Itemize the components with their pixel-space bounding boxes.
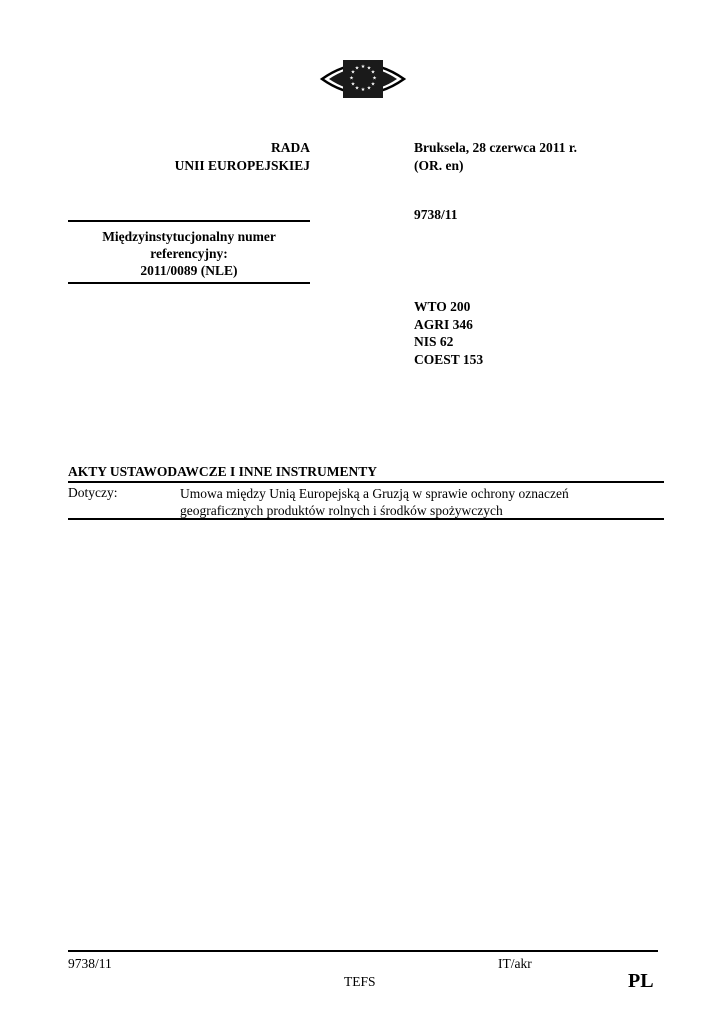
document-date: Bruksela, 28 czerwca 2011 r. bbox=[414, 140, 577, 155]
section-title: AKTY USTAWODAWCZE I INNE INSTRUMENTY bbox=[68, 464, 378, 479]
eu-council-logo bbox=[319, 56, 407, 102]
svg-text:★: ★ bbox=[354, 85, 360, 92]
svg-text:★: ★ bbox=[354, 65, 360, 72]
svg-text:★: ★ bbox=[350, 69, 356, 76]
reference-bottom-rule bbox=[68, 282, 310, 284]
subject-rule bbox=[68, 518, 664, 520]
code-item: COEST 153 bbox=[414, 351, 484, 367]
code-item: NIS 62 bbox=[414, 334, 454, 349]
classification-codes bbox=[414, 298, 483, 368]
original-language: (OR. en) bbox=[414, 158, 464, 173]
subject-text bbox=[180, 485, 650, 519]
svg-text:★: ★ bbox=[370, 81, 376, 88]
code-item: AGRI 346 bbox=[414, 316, 473, 332]
reference-label-line1: Międzyinstytucjonalny numer bbox=[102, 229, 276, 244]
svg-text:★: ★ bbox=[360, 64, 366, 70]
svg-text:★: ★ bbox=[366, 65, 372, 72]
svg-text:★: ★ bbox=[350, 81, 356, 88]
council-name-line2: UNII EUROPEJSKIEJ bbox=[174, 158, 310, 173]
subject-line2: geograficznych produktów rolnych i środków spożywczych bbox=[180, 503, 503, 518]
svg-text:★: ★ bbox=[370, 69, 376, 76]
footer-initials: IT/akr bbox=[498, 956, 532, 971]
svg-text:★: ★ bbox=[349, 75, 354, 82]
footer-document-number: 9738/11 bbox=[68, 956, 112, 971]
date-block bbox=[414, 139, 577, 175]
footer-language: PL bbox=[628, 970, 654, 992]
section-rule bbox=[68, 481, 664, 483]
interinstitutional-reference bbox=[68, 228, 310, 279]
svg-text:★: ★ bbox=[366, 85, 372, 92]
council-name bbox=[130, 139, 310, 175]
document-number: 9738/11 bbox=[414, 207, 458, 222]
reference-top-rule bbox=[68, 220, 310, 222]
subject-line1: Umowa między Unią Europejską a Gruzją w sprawie ochrony oznaczeń bbox=[180, 486, 569, 501]
footer-directorate: TEFS bbox=[344, 974, 376, 989]
footer-rule bbox=[68, 950, 658, 952]
subject-label: Dotyczy: bbox=[68, 485, 118, 500]
code-item: WTO 200 bbox=[414, 299, 471, 314]
council-name-line1: RADA bbox=[271, 140, 310, 155]
svg-text:★: ★ bbox=[372, 75, 377, 82]
svg-text:★: ★ bbox=[360, 87, 366, 93]
reference-value: 2011/0089 (NLE) bbox=[140, 263, 238, 278]
reference-label-line2: referencyjny: bbox=[150, 246, 228, 261]
